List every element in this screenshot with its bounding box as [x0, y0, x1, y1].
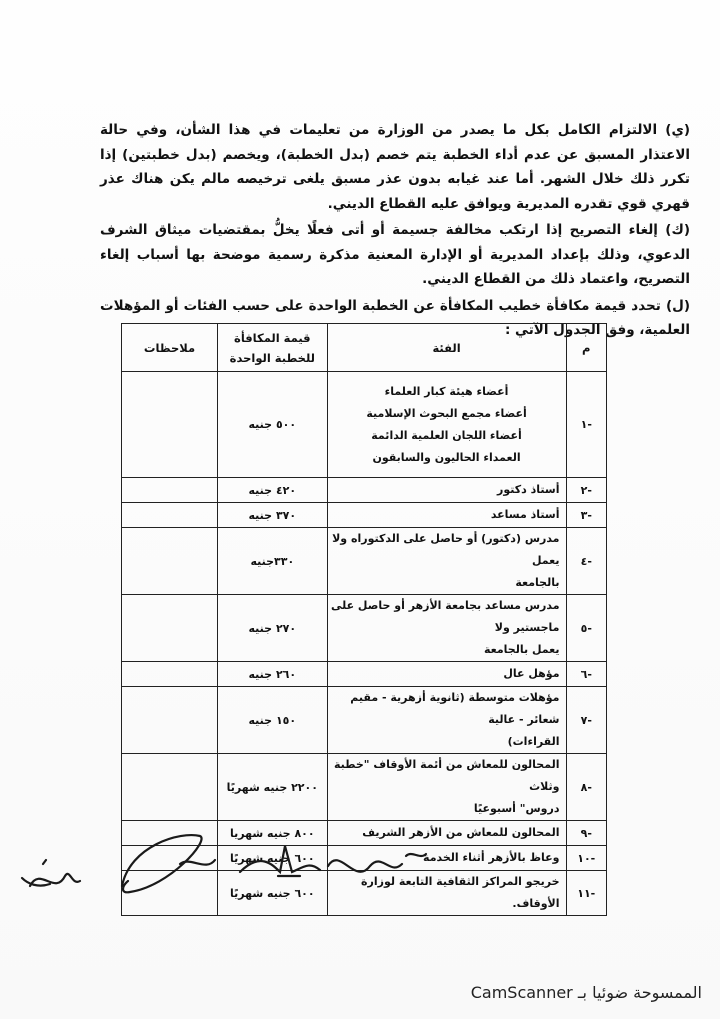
- row-notes: [122, 662, 218, 687]
- row-value: ٦٠٠ جنيه شهريًا: [218, 871, 328, 916]
- row-category: [327, 595, 566, 662]
- header-value: قيمة المكافأة للخطبة الواحدة: [218, 324, 328, 372]
- row-value: ٨٠٠ جنيه شهريا: [218, 821, 328, 846]
- row-category: [327, 687, 566, 754]
- table-row: [122, 595, 607, 662]
- header-notes: ملاحظات: [122, 324, 218, 372]
- row-number: -١١: [566, 871, 607, 916]
- category-line: وعاظ بالأزهر أثناء الخدمة: [423, 851, 560, 864]
- category-line: مدرس مساعد بجامعة الأزهر أو حاصل على ماجستير ولا: [330, 599, 560, 634]
- row-notes: [122, 528, 218, 595]
- row-category: [327, 372, 566, 478]
- paragraph-marker: (ك): [665, 222, 690, 238]
- row-notes: [122, 372, 218, 478]
- row-notes: [122, 503, 218, 528]
- category-line: أعضاء هيئة كبار العلماء: [384, 384, 509, 398]
- row-notes: [122, 478, 218, 503]
- row-category: [327, 503, 566, 528]
- category-line: المحالون للمعاش من الأزهر الشريف: [362, 826, 560, 839]
- category-line: أعضاء مجمع البحوث الإسلامية: [366, 406, 527, 420]
- paragraph-text: إلغاء التصريح إذا ارتكب مخالفة جسيمة أو أتى فعلًا يخلُّ بمقتضيات ميثاق الشرف الدعوي، وذلك بإعداد المديرية أو الإدارة المعنية مذكرة رسمية موضحة بها أسباب إلغاء التصريح، واعتماد ذلك من القطاع الديني.: [100, 222, 690, 287]
- table-row: [122, 528, 607, 595]
- paragraph-ya: [100, 118, 690, 216]
- row-value: ٦٠٠ جنيه شهريًا: [218, 846, 328, 871]
- body-paragraphs: [100, 118, 690, 345]
- row-category: [327, 528, 566, 595]
- category-line: دروس" أسبوعيًا: [473, 802, 560, 815]
- category-line: مدرس (دكتور) أو حاصل على الدكتوراه ولا يعمل: [332, 532, 560, 567]
- row-number: -٦: [566, 662, 607, 687]
- row-value: ٥٠٠ جنيه: [218, 372, 328, 478]
- category-line: أستاذ مساعد: [490, 508, 560, 521]
- table-header-row: [122, 324, 607, 372]
- table-row: [122, 754, 607, 821]
- category-line: مؤهلات متوسطة (ثانوية أزهرية - مقيم شعائر - عالية: [350, 691, 560, 726]
- row-value: ١٥٠ جنيه: [218, 687, 328, 754]
- row-value: ٢٦٠ جنيه: [218, 662, 328, 687]
- row-category: [327, 478, 566, 503]
- paragraph-marker: (ل): [665, 297, 690, 314]
- row-value: ٣٣٠جنيه: [218, 528, 328, 595]
- table-row: [122, 372, 607, 478]
- row-value: ٢٧٠ جنيه: [218, 595, 328, 662]
- row-notes: [122, 687, 218, 754]
- category-line: أعضاء اللجان العلمية الدائمة: [371, 428, 522, 442]
- paragraph-text: الالتزام الكامل بكل ما يصدر من الوزارة من تعليمات في هذا الشأن، وفي حالة الاعتذار المسبق عن عدم أداء الخطبة يتم خصم (بدل الخطبة)، ويخصم (بدل خطبتين) إذا تكرر ذلك خلال الشهر. أما عند غيابه بدون عذر مسبق يلغى ترخيصه مالم يكن هناك عذر قهري قوي تقدره المديرية ويوافق عليه القطاع الديني.: [100, 122, 690, 212]
- table-row: [122, 478, 607, 503]
- category-line: العمداء الحاليون والسابقون: [372, 450, 521, 464]
- row-notes: [122, 595, 218, 662]
- category-line: يعمل بالجامعة: [483, 643, 560, 656]
- row-value: ٤٢٠ جنيه: [218, 478, 328, 503]
- paragraph-text: تحدد قيمة مكافأة خطيب المكافأة عن الخطبة الواحدة على حسب الفئات أو المؤهلات العلمية، وفق الجدول الآتي :: [100, 297, 690, 338]
- scanner-footer: الممسوحة ضوئيا بـ CamScanner: [470, 983, 702, 1002]
- row-value: ٣٧٠ جنيه: [218, 503, 328, 528]
- category-line: أستاذ دكتور: [497, 483, 560, 496]
- row-number: -٢: [566, 478, 607, 503]
- row-number: -١: [566, 372, 607, 478]
- paragraph-marker: (ي): [665, 122, 691, 138]
- row-number: -٨: [566, 754, 607, 821]
- row-number: -٩: [566, 821, 607, 846]
- table-row: [122, 662, 607, 687]
- category-line: بالجامعة: [515, 576, 560, 589]
- category-line: المحالون للمعاش من أئمة الأوقاف "خطبة وثلاث: [333, 758, 560, 793]
- header-category: الفئة: [327, 324, 566, 372]
- table-row: [122, 687, 607, 754]
- category-line: مؤهل عال: [503, 667, 560, 680]
- row-notes: [122, 754, 218, 821]
- row-value: ٢٢٠٠ جنيه شهريًا: [218, 754, 328, 821]
- category-line: خريجو المراكز الثقافية التابعة لوزارة الأوقاف.: [361, 875, 560, 910]
- table-row: [122, 503, 607, 528]
- signatures-image: [10, 826, 570, 906]
- row-number: -١٠: [566, 846, 607, 871]
- paragraph-kaf: [100, 218, 690, 292]
- header-num: م: [566, 324, 607, 372]
- row-category: [327, 754, 566, 821]
- row-number: -٣: [566, 503, 607, 528]
- row-number: -٥: [566, 595, 607, 662]
- row-number: -٤: [566, 528, 607, 595]
- row-number: -٧: [566, 687, 607, 754]
- row-category: [327, 662, 566, 687]
- category-line: القراءات): [507, 735, 560, 748]
